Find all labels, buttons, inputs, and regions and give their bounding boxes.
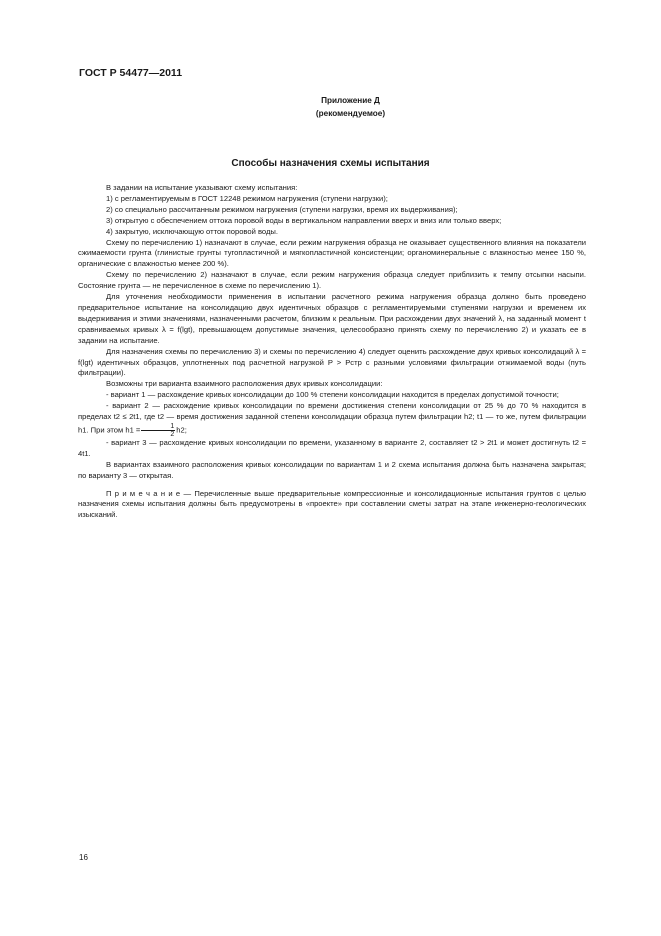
list-item-4: 4) закрытую, исключающую отток поровой воды. bbox=[106, 226, 278, 236]
document-header: ГОСТ Р 54477—2011 bbox=[79, 67, 183, 79]
document-body bbox=[78, 183, 586, 521]
variant-2 bbox=[78, 401, 586, 438]
fraction-denominator: 2 bbox=[170, 430, 175, 438]
list-item-1: 1) с регламентируемым в ГОСТ 12248 режимом нагружения (ступени нагрузки); bbox=[106, 193, 388, 203]
variant-3: - вариант 3 — расхождение кривых консолидации по времени, указанному в варианте 2, составляет t2 > 2t1 и может достигнуть t2 = 4t1. bbox=[78, 437, 586, 458]
paragraph-scheme-2: Схему по перечислению 2) назначают в случае, если режим нагружения образца следует приблизить к темпу отсыпки насыпи. Состояние грунта — не перечисленное в схеме по перечислению 1). bbox=[78, 270, 586, 291]
paragraph-scheme-3-4: Для назначения схемы по перечислению 3) и схемы по перечислению 4) следует оценить расхождение двух кривых консолидаций λ = f(lgt) идентичных образцов, уплотненных под расчетной нагрузкой P > Pстр с разными условиями фильтрации отжимаемой воды (путь фильтрации). bbox=[78, 346, 586, 378]
section-title: Способы назначения схемы испытания bbox=[231, 158, 430, 169]
list-item-3: 3) открытую с обеспечением оттока поровой воды в вертикальном направлении вверх и вниз или только вверх; bbox=[106, 215, 502, 225]
paragraph-conclusion: В вариантах взаимного расположения кривых консолидации по вариантам 1 и 2 схема испытания должна быть назначена закрытая; по варианту 3 — открытая. bbox=[78, 459, 586, 480]
note: П р и м е ч а н и е — Перечисленные выше предварительные компрессионные и консолидационные испытания грунтов с целью назначения схемы испытания должны быть предусмотрены в «проекте» при составлении сметы затрат на этапе инженерно-геологических изысканий. bbox=[78, 488, 586, 520]
paragraph-scheme-1: Схему по перечислению 1) назначают в случае, если режим нагружения образца не оказывает существенного влияния на показатели сжимаемости грунта (глинистые грунты тугопластичной и мягкопластичной консистенции; органоминеральные с влажностью менее 150 %, органические с влажностью менее 200 %). bbox=[78, 237, 586, 269]
variant-1: - вариант 1 — расхождение кривых консолидации до 100 % степени консолидации находится в пределах допустимой точности; bbox=[106, 390, 559, 400]
appendix-title: Приложение Д bbox=[321, 96, 380, 105]
paragraph-intro: В задании на испытание указывают схему испытания: bbox=[106, 183, 298, 192]
variant-2-text: - вариант 2 — расхождение кривых консолидации по времени достижения степени консолидации от 25 % до 70 % находится в пределах t2 ≤ 2t1, где t2 — время достижения заданной степени консолидации образца путем фильтрации h2; t1 — то же, путем фильтрации h1. При этом h1 = bbox=[78, 401, 586, 435]
fraction-one-half bbox=[141, 423, 175, 438]
paragraph-refinement: Для уточнения необходимости применения в испытании расчетного режима нагружения образца должно быть проведено предварительное испытание на консолидацию двух идентичных образцов с регламентируемыми ступенями нагрузки и временем их выдерживания и этими значениями, назначенными расчетом, близким к реальным. При расхождении двух значений λ, на заданный момент t сравниваемых кривых λ = f(lgt), превышающем допустимые значения, целесообразно принять схему по перечислению 2) и указать ее в задании на испытание. bbox=[78, 292, 586, 345]
fraction-numerator: 1 bbox=[141, 423, 175, 431]
list-item-2: 2) со специально рассчитанным режимом нагружения (ступени нагрузки, время их выдерживания); bbox=[106, 204, 458, 214]
paragraph-variants-intro: Возможны три варианта взаимного расположения двух кривых консолидации: bbox=[106, 379, 383, 389]
variant-2-tail: h2; bbox=[176, 425, 187, 435]
page-number: 16 bbox=[79, 853, 88, 862]
appendix-subtitle: (рекомендуемое) bbox=[315, 109, 386, 118]
